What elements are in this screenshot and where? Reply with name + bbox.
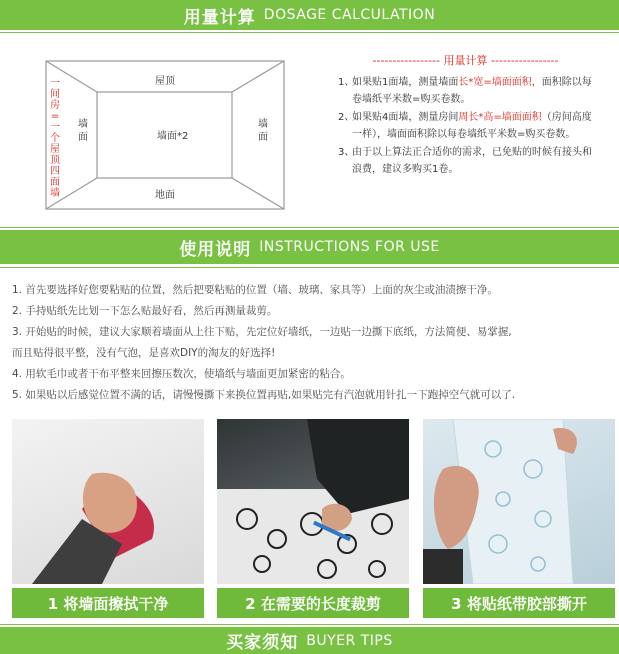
caption-step-3: 3 将贴纸带胶部撕开 [423, 588, 615, 618]
calc-item-2: 2、 如果贴4面墙，测量房间周长*高=墙面面积（房间高度一样），墙面面积除以每卷墙纸平米数=购买卷数。 [338, 112, 592, 140]
buyer-tips-banner [0, 627, 619, 654]
floor-label: 地面 [155, 190, 175, 201]
divider [0, 227, 619, 228]
buyer-title-zh: 买家须知 [226, 633, 299, 653]
ceiling-label: 屋顶 [155, 76, 175, 87]
room-definition-label: 一间房=一个屋顶四面墙 [50, 78, 60, 199]
calc-item-3: 3、 由于以上算法正合适你的需求，已免贴的时候有接头和浪费，建议多购买1卷。 [338, 147, 592, 175]
photo-cut-length [217, 419, 409, 584]
corner-line [232, 178, 284, 209]
caption-step-2: 2 在需要的长度裁剪 [217, 588, 409, 618]
step-line: 1. 首先要选择好您要粘贴的位置，然后把要粘贴的位置（墙、玻璃、家具等）上面的灰尘或油渍擦干净。 [12, 284, 498, 296]
instructions-banner [0, 230, 619, 264]
step-line: 4. 用软毛巾或者干布平整来回擦压数次，使墙纸与墙面更加紧密的粘合。 [12, 368, 351, 380]
step-line: 5. 如果贴以后感觉位置不满的话，请慢慢撕下来换位置再贴,如果贴完有汽泡就用针扎一下跑掉空气就可以了. [12, 389, 516, 401]
dosage-title-en: DOSAGE CALCULATION [263, 7, 436, 23]
center-wall-label: 墙面*2 [157, 131, 189, 142]
buyer-title-en: BUYER TIPS [306, 632, 393, 649]
divider [0, 267, 619, 268]
photo-wipe-wall [12, 419, 204, 584]
corner-line [46, 178, 97, 209]
left-wall-label: 墙面 [78, 119, 88, 143]
corner-line [232, 61, 284, 92]
caption-step-1: 1 将墙面擦拭干净 [12, 588, 204, 618]
instruction-steps [12, 280, 612, 406]
photo-peel-backing [423, 419, 615, 584]
divider [0, 624, 619, 625]
dosage-banner [0, 0, 619, 30]
calc-item-1: 1、 如果贴1面墙，测量墙面长*宽=墙面面积，面积除以每卷墙纸平米数=购买卷数。 [338, 77, 592, 105]
divider [0, 32, 619, 33]
instructions-title-zh: 使用说明 [179, 239, 252, 260]
instructions-title-en: INSTRUCTIONS FOR USE [259, 239, 440, 255]
corner-line [46, 61, 97, 92]
dosage-title-zh: 用量计算 [183, 7, 256, 28]
dosage-calculation [338, 52, 593, 179]
step-line: 而且贴得很平整，没有气泡，是喜欢DIY的淘友的好选择! [12, 347, 276, 359]
step-line: 2. 手持贴纸先比划一下怎么贴最好看，然后再测量裁剪。 [12, 305, 278, 317]
calc-title: ----------------- 用量计算 ----------------- [372, 54, 559, 67]
right-wall-label: 墙面 [258, 119, 268, 143]
step-line: 3. 开始贴的时候，建议大家顺着墙面从上往下贴，先定位好墙纸，一边贴一边撕下底纸，方法简便、易掌握, [12, 326, 512, 338]
